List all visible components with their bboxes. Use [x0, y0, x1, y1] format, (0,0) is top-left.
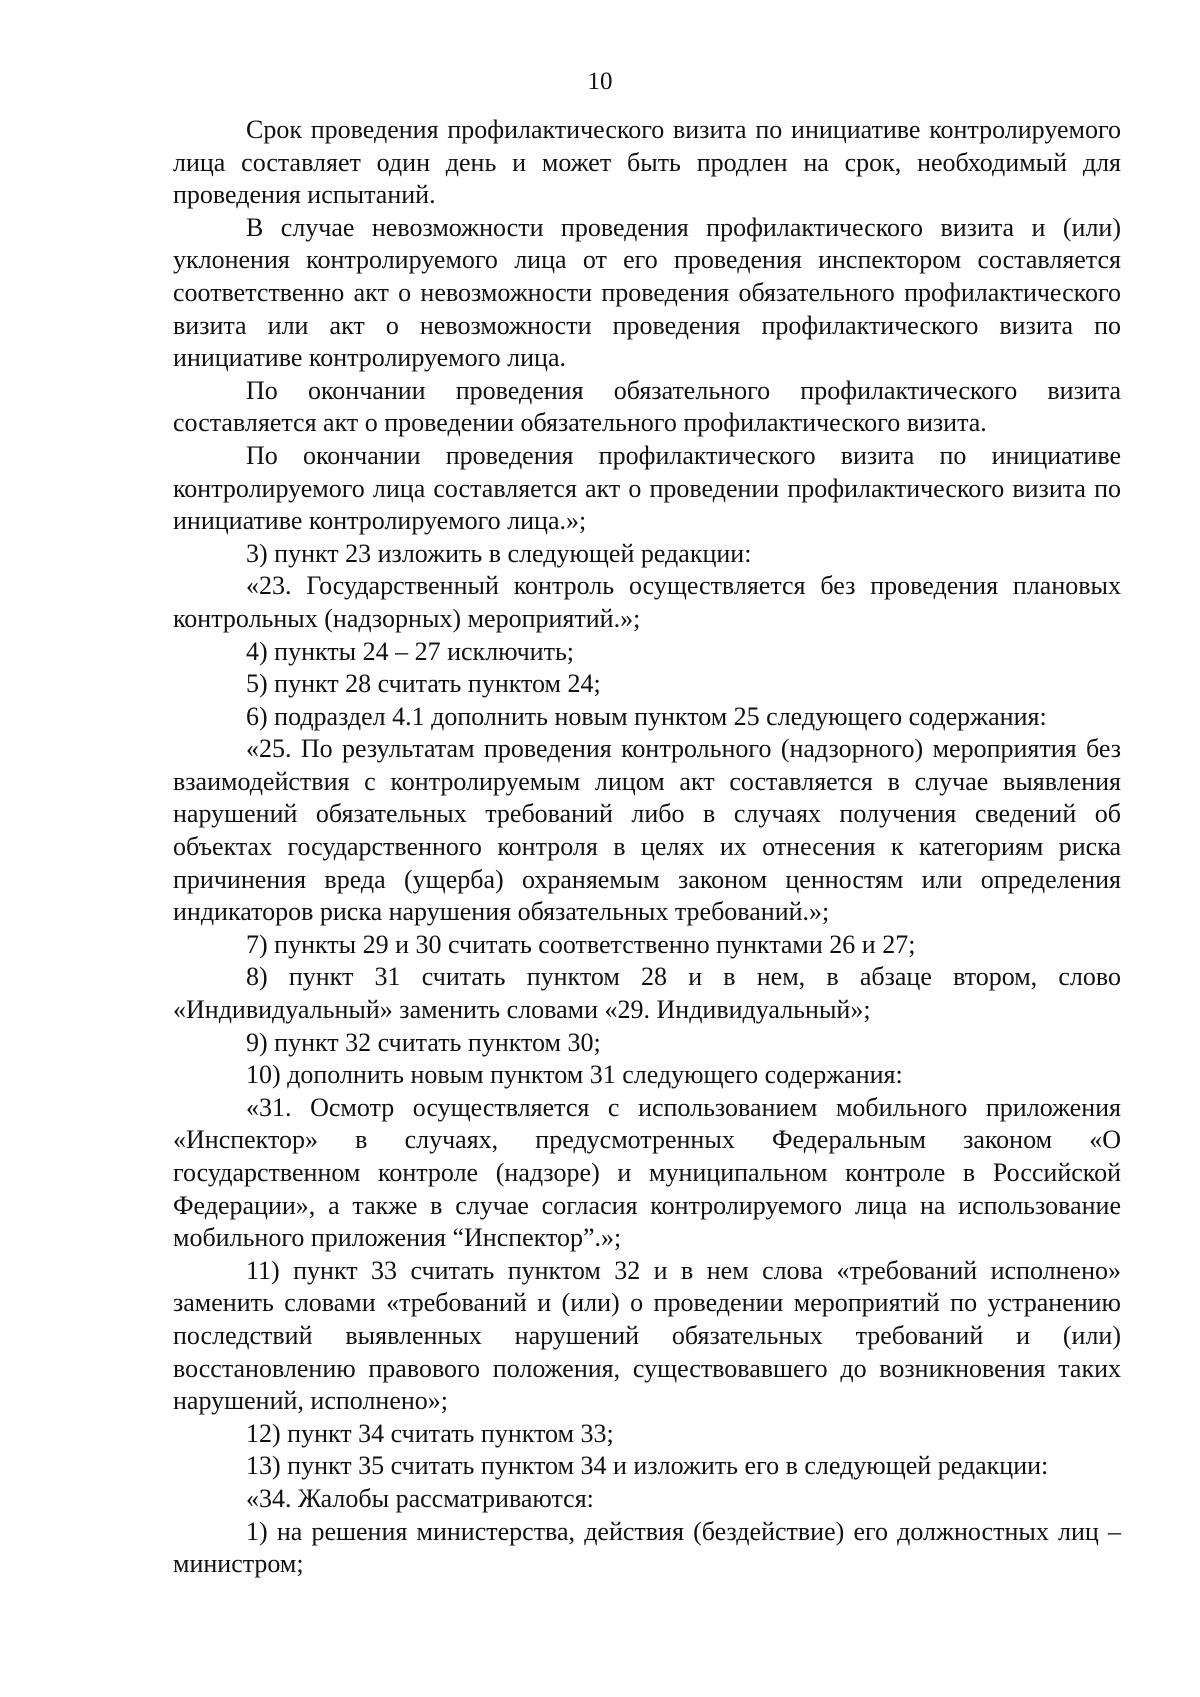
paragraph: 10) дополнить новым пунктом 31 следующего содержания: — [246, 1060, 903, 1090]
paragraph: «31. Осмотр осуществляется с использованием мобильного приложения «Инспектор» в случаях, предусмотренных Федеральным законом «О государственном контроле (надзоре) и муниципальном контроле в Российской Федерации», а также в случае согласия контролируемого лица на использование мобильного приложения “Инспектор”.»; — [173, 1092, 1121, 1253]
paragraph: 9) пункт 32 считать пунктом 30; — [246, 1027, 601, 1057]
paragraph: По окончании проведения профилактического визита по инициативе контролируемого лица составляется акт о проведении профилактического визита по инициативе контролируемого лица.»; — [173, 440, 1121, 536]
paragraph: «34. Жалобы рассматриваются: — [246, 1483, 594, 1513]
paragraph: 13) пункт 35 считать пунктом 34 и изложить его в следующей редакции: — [246, 1451, 1049, 1481]
paragraph: В случае невозможности проведения профилактического визита и (или) уклонения контролируемого лица от его проведения инспектором составляется соответственно акт о невозможности проведения обязательного профилактического визита или акт о невозможности проведения профилактического визита по инициативе контролируемого лица. — [173, 212, 1121, 373]
paragraph: 4) пункты 24 – 27 исключить; — [246, 636, 575, 666]
page-number: 10 — [587, 68, 613, 95]
paragraph: По окончании проведения обязательного профилактического визита составляется акт о проведении обязательного профилактического визита. — [173, 375, 1121, 438]
paragraph: 12) пункт 34 считать пунктом 33; — [246, 1418, 614, 1448]
paragraph: «25. По результатам проведения контрольного (надзорного) мероприятия без взаимодействия с контролируемым лицом акт составляется в случае выявления нарушений обязательных требований либо в случаях получения сведений об объектах государственного контроля в целях их отнесения к категориям риска причинения вреда (ущерба) охраняемым законом ценностям или определения индикаторов риска нарушения обязательных требований.»; — [173, 734, 1121, 927]
paragraph: «23. Государственный контроль осуществляется без проведения плановых контрольных (надзорных) мероприятий.»; — [173, 571, 1121, 633]
paragraph: 6) подраздел 4.1 дополнить новым пунктом 25 следующего содержания: — [246, 701, 1047, 731]
paragraph: 11) пункт 33 считать пунктом 32 и в нем слова «требований исполнено» заменить словами «требований и (или) о проведении мероприятий по устранению последствий выявленных нарушений обязательных требований и (или) восстановлению правового положения, существовавшего до возникновения таких нарушений, исполнено»; — [173, 1255, 1121, 1416]
paragraph: 3) пункт 23 изложить в следующей редакции: — [246, 538, 752, 568]
document-body — [173, 114, 1121, 1581]
paragraph: 1) на решения министерства, действия (бездействие) его должностных лиц – министром; — [173, 1516, 1121, 1579]
paragraph: 8) пункт 31 считать пунктом 28 и в нем, в абзаце втором, слово «Индивидуальный» заменить словами «29. Индивидуальный»; — [173, 962, 1121, 1025]
paragraph: 5) пункт 28 считать пунктом 24; — [246, 669, 601, 699]
paragraph: Срок проведения профилактического визита по инициативе контролируемого лица составляет один день и может быть продлен на срок, необходимый для проведения испытаний. — [173, 115, 1121, 210]
paragraph: 7) пункты 29 и 30 считать соответственно пунктами 26 и 27; — [246, 929, 916, 959]
